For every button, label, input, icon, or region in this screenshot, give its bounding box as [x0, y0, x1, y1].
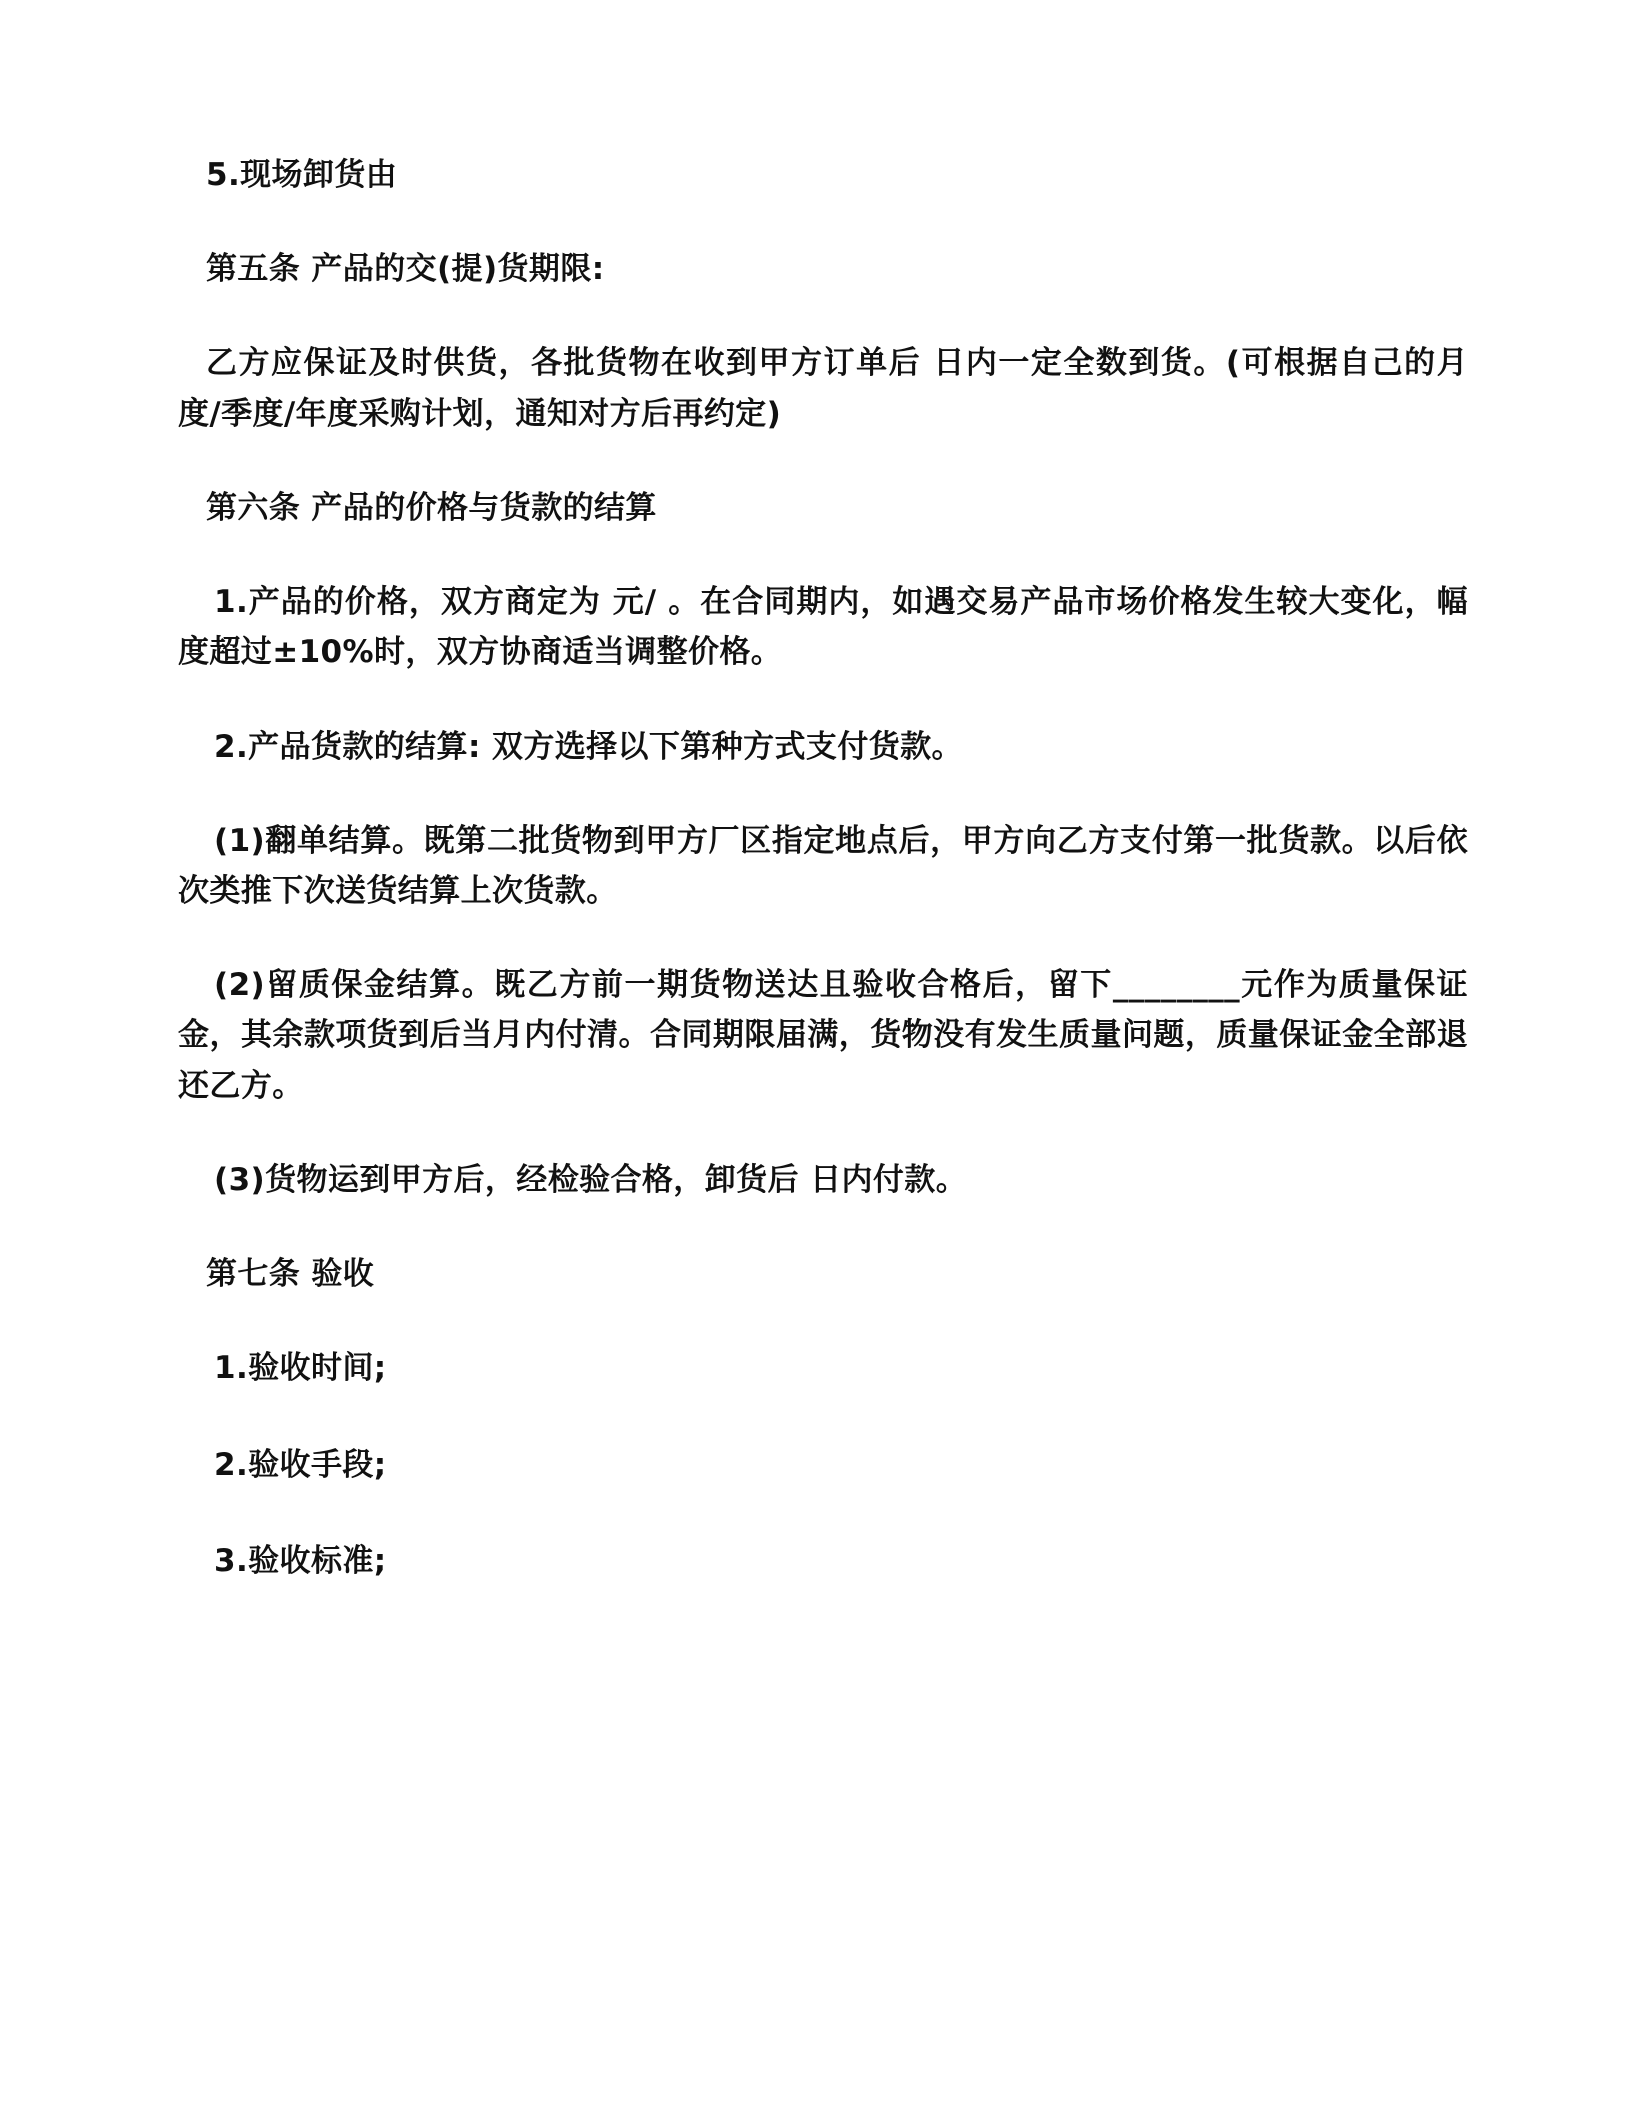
- paragraph-price-clause: 1.产品的价格，双方商定为 元/ 。在合同期内，如遇交易产品市场价格发生较大变化，幅度超过±10%时，双方协商适当调整价格。: [178, 584, 1468, 671]
- paragraph-delivery-terms: 乙方应保证及时供货，各批货物在收到甲方订单后 日内一定全数到货。(可根据自己的月度/季度/年度采购计划，通知对方后再约定): [178, 345, 1468, 432]
- paragraph-acceptance-standard: 3.验收标准;: [214, 1542, 387, 1579]
- paragraph-article-five-heading: 第五条 产品的交(提)货期限:: [206, 251, 605, 288]
- paragraph-settlement-option-2: (2)留质保金结算。既乙方前一期货物送达且验收合格后，留下________元作为质量保证金，其余款项货到后当月内付清。合同期限届满，货物没有发生质量问题，质量保证金全部退还乙方。: [178, 967, 1468, 1104]
- paragraph-settlement-option-1: (1)翻单结算。既第二批货物到甲方厂区指定地点后，甲方向乙方支付第一批货款。以后依次类推下次送货结算上次货款。: [178, 822, 1468, 909]
- paragraph-site-unloading: 5.现场卸货由: [206, 157, 398, 193]
- paragraph-settlement-option-3: (3)货物运到甲方后，经检验合格，卸货后 日内付款。: [214, 1161, 968, 1198]
- paragraph-acceptance-method: 2.验收手段;: [214, 1446, 387, 1483]
- document-body: [178, 150, 1468, 1586]
- paragraph-article-seven-heading: 第七条 验收: [206, 1256, 375, 1293]
- paragraph-settlement-clause: 2.产品货款的结算: 双方选择以下第种方式支付货款。: [214, 728, 963, 765]
- paragraph-acceptance-time: 1.验收时间;: [214, 1350, 387, 1387]
- paragraph-article-six-heading: 第六条 产品的价格与货款的结算: [206, 489, 657, 526]
